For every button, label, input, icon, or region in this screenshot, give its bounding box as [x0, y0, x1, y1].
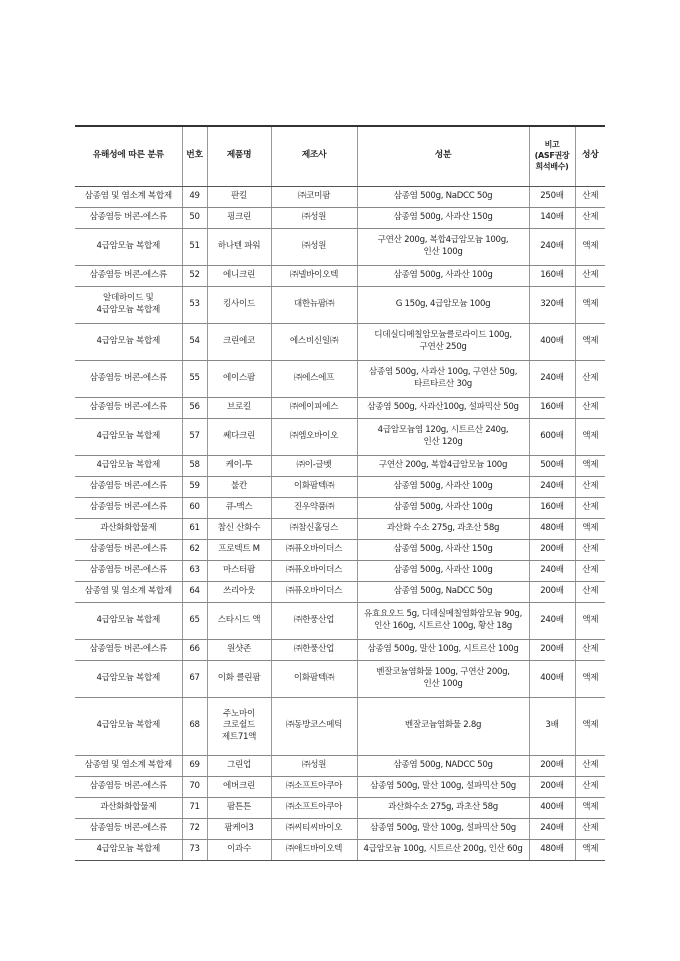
cell-number: 53 — [182, 286, 207, 323]
cell-product: 팜케어3 — [207, 818, 271, 839]
cell-ingredients: 삼종염 500g, 사과산 100g — [357, 560, 529, 581]
cell-dilution-ratio: 240배 — [529, 228, 575, 265]
cell-form: 액제 — [575, 602, 605, 639]
cell-manufacturer: ㈜넬바이오텍 — [271, 265, 357, 286]
cell-number: 68 — [182, 697, 207, 755]
cell-form: 산제 — [575, 497, 605, 518]
table-row — [75, 228, 605, 265]
cell-category: 알데하이드 및 4급암모늄 복합제 — [75, 286, 182, 323]
cell-product: 이화 클린팜 — [207, 660, 271, 697]
cell-form: 액제 — [575, 660, 605, 697]
cell-number: 63 — [182, 560, 207, 581]
cell-category: 4급암모늄 복합제 — [75, 228, 182, 265]
header-note — [529, 126, 575, 186]
cell-ingredients: 4급암모늄 100g, 시트르산 200g, 인산 60g — [357, 839, 529, 860]
cell-category: 삼종염등 버콘-에스류 — [75, 639, 182, 660]
cell-form: 액제 — [575, 797, 605, 818]
table-row — [75, 418, 605, 455]
cell-dilution-ratio: 3배 — [529, 697, 575, 755]
cell-number: 65 — [182, 602, 207, 639]
cell-manufacturer: ㈜소프트아쿠아 — [271, 776, 357, 797]
cell-ingredients: G 150g, 4급암모늄 100g — [357, 286, 529, 323]
cell-form: 산제 — [575, 539, 605, 560]
cell-manufacturer: ㈜동방코스메틱 — [271, 697, 357, 755]
cell-ingredients: 삼종염 500g, 사과산 100g — [357, 265, 529, 286]
cell-manufacturer: ㈜에스에프 — [271, 360, 357, 397]
cell-product: 마스터팜 — [207, 560, 271, 581]
cell-product: 이과수 — [207, 839, 271, 860]
cell-ingredients: 벤잘코늄염화물 100g, 구연산 200g, 인산 100g — [357, 660, 529, 697]
cell-product: 에니크린 — [207, 265, 271, 286]
cell-dilution-ratio: 480배 — [529, 518, 575, 539]
cell-manufacturer: ㈜소프트아쿠아 — [271, 797, 357, 818]
cell-product: 핑크린 — [207, 207, 271, 228]
cell-manufacturer: ㈜코미팜 — [271, 186, 357, 207]
header-form: 성상 — [575, 126, 605, 186]
table-row — [75, 797, 605, 818]
cell-form: 산제 — [575, 776, 605, 797]
cell-category: 4급암모늄 복합제 — [75, 660, 182, 697]
cell-category: 과산화화합물제 — [75, 797, 182, 818]
header-number: 번호 — [182, 126, 207, 186]
cell-ingredients: 삼종염 500g, 사과산 150g — [357, 539, 529, 560]
cell-number: 69 — [182, 755, 207, 776]
cell-manufacturer: ㈜엠오바이오 — [271, 418, 357, 455]
cell-product: 원샷존 — [207, 639, 271, 660]
cell-number: 62 — [182, 539, 207, 560]
table-row — [75, 839, 605, 860]
cell-form: 액제 — [575, 228, 605, 265]
table-row — [75, 755, 605, 776]
table-row — [75, 323, 605, 360]
cell-number: 66 — [182, 639, 207, 660]
header-note-line1: 비고 — [544, 140, 560, 150]
table-row — [75, 560, 605, 581]
cell-manufacturer: ㈜성원 — [271, 207, 357, 228]
cell-product: 프로텍트 M — [207, 539, 271, 560]
table-row — [75, 286, 605, 323]
cell-dilution-ratio: 400배 — [529, 323, 575, 360]
cell-number: 54 — [182, 323, 207, 360]
cell-dilution-ratio: 480배 — [529, 839, 575, 860]
cell-manufacturer: ㈜씨티씨바이오 — [271, 818, 357, 839]
table-row — [75, 397, 605, 418]
cell-dilution-ratio: 140배 — [529, 207, 575, 228]
table-row — [75, 476, 605, 497]
cell-category: 삼종염등 버콘-에스류 — [75, 397, 182, 418]
cell-product: 에버크린 — [207, 776, 271, 797]
cell-ingredients: 삼종염 500g, NaDCC 50g — [357, 581, 529, 602]
cell-dilution-ratio: 500배 — [529, 455, 575, 476]
cell-product: 불칸 — [207, 476, 271, 497]
cell-number: 57 — [182, 418, 207, 455]
cell-category: 4급암모늄 복합제 — [75, 418, 182, 455]
cell-number: 67 — [182, 660, 207, 697]
cell-product: 그린업 — [207, 755, 271, 776]
cell-dilution-ratio: 240배 — [529, 560, 575, 581]
cell-manufacturer: 진우약품㈜ — [271, 497, 357, 518]
cell-ingredients: 삼종염 500g, NADCC 50g — [357, 755, 529, 776]
cell-form: 액제 — [575, 455, 605, 476]
table-body — [75, 186, 605, 860]
cell-ingredients: 삼종염 500g, 사과산 150g — [357, 207, 529, 228]
cell-ingredients: 과산화 수소 275g, 과초산 58g — [357, 518, 529, 539]
table-row — [75, 455, 605, 476]
cell-ingredients: 삼종염 500g, 사과산 100g, 구연산 50g, 타르타르산 30g — [357, 360, 529, 397]
cell-dilution-ratio: 400배 — [529, 797, 575, 818]
cell-manufacturer: ㈜성원 — [271, 755, 357, 776]
cell-dilution-ratio: 600배 — [529, 418, 575, 455]
cell-category: 삼종염등 버콘-에스류 — [75, 207, 182, 228]
cell-category: 삼종염 및 염소계 복합제 — [75, 755, 182, 776]
cell-ingredients: 삼종염 500g, 말산 100g, 설파믹산 50g — [357, 776, 529, 797]
cell-product: 쎄다크린 — [207, 418, 271, 455]
header-manufacturer: 제조사 — [271, 126, 357, 186]
cell-product: 팜튼튼 — [207, 797, 271, 818]
cell-form: 산제 — [575, 360, 605, 397]
table-row — [75, 581, 605, 602]
cell-number: 49 — [182, 186, 207, 207]
cell-form: 산제 — [575, 207, 605, 228]
header-category: 유해성에 따른 분류 — [75, 126, 182, 186]
cell-form: 산제 — [575, 397, 605, 418]
cell-dilution-ratio: 250배 — [529, 186, 575, 207]
cell-dilution-ratio: 240배 — [529, 602, 575, 639]
cell-number: 50 — [182, 207, 207, 228]
cell-number: 56 — [182, 397, 207, 418]
cell-dilution-ratio: 240배 — [529, 818, 575, 839]
cell-form: 액제 — [575, 697, 605, 755]
cell-category: 삼종염 및 염소계 복합제 — [75, 581, 182, 602]
cell-form: 산제 — [575, 186, 605, 207]
cell-ingredients: 과산화수소 275g, 과초산 58g — [357, 797, 529, 818]
cell-category: 삼종염등 버콘-에스류 — [75, 776, 182, 797]
cell-form: 액제 — [575, 518, 605, 539]
table-row — [75, 186, 605, 207]
cell-form: 액제 — [575, 839, 605, 860]
cell-ingredients: 4급암모늄염 120g, 시트르산 240g, 인산 120g — [357, 418, 529, 455]
table-row — [75, 207, 605, 228]
table-row — [75, 602, 605, 639]
cell-form: 산제 — [575, 818, 605, 839]
cell-category: 4급암모늄 복합제 — [75, 697, 182, 755]
table-row — [75, 639, 605, 660]
cell-category: 4급암모늄 복합제 — [75, 323, 182, 360]
cell-category: 4급암모늄 복합제 — [75, 455, 182, 476]
cell-ingredients: 삼종염 500g, 말산 100g, 시트르산 100g — [357, 639, 529, 660]
cell-form: 산제 — [575, 755, 605, 776]
cell-form: 액제 — [575, 286, 605, 323]
cell-dilution-ratio: 160배 — [529, 397, 575, 418]
header-ingredients: 성분 — [357, 126, 529, 186]
cell-ingredients: 유효요오드 5g, 디데실메칠염화암모늄 90g, 인산 160g, 시트르산 100g, 황산 18g — [357, 602, 529, 639]
cell-dilution-ratio: 240배 — [529, 476, 575, 497]
cell-dilution-ratio: 160배 — [529, 497, 575, 518]
table-row — [75, 497, 605, 518]
cell-manufacturer: ㈜퓨오바이더스 — [271, 581, 357, 602]
cell-manufacturer: ㈜퓨오바이더스 — [271, 560, 357, 581]
cell-category: 삼종염등 버콘-에스류 — [75, 818, 182, 839]
cell-product: 하나텐 파워 — [207, 228, 271, 265]
cell-number: 59 — [182, 476, 207, 497]
cell-manufacturer: ㈜한풍산업 — [271, 639, 357, 660]
cell-product: 크린에코 — [207, 323, 271, 360]
cell-product: 스타시드 액 — [207, 602, 271, 639]
cell-manufacturer: ㈜에이피에스 — [271, 397, 357, 418]
cell-dilution-ratio: 200배 — [529, 581, 575, 602]
cell-product: 쓰리아웃 — [207, 581, 271, 602]
cell-product: 큐-맥스 — [207, 497, 271, 518]
cell-dilution-ratio: 200배 — [529, 776, 575, 797]
cell-number: 52 — [182, 265, 207, 286]
cell-category: 삼종염 및 염소계 복합제 — [75, 186, 182, 207]
table-row — [75, 818, 605, 839]
cell-manufacturer: 대한뉴팜㈜ — [271, 286, 357, 323]
table-row — [75, 360, 605, 397]
cell-category: 4급암모늄 복합제 — [75, 839, 182, 860]
table-row — [75, 265, 605, 286]
cell-dilution-ratio: 200배 — [529, 755, 575, 776]
cell-ingredients: 벤잘코늄염화물 2.8g — [357, 697, 529, 755]
cell-ingredients: 삼종염 500g, 사과산 100g — [357, 476, 529, 497]
cell-dilution-ratio: 400배 — [529, 660, 575, 697]
cell-number: 71 — [182, 797, 207, 818]
cell-manufacturer: ㈜한풍산업 — [271, 602, 357, 639]
cell-product: 브로킬 — [207, 397, 271, 418]
cell-category: 삼종염등 버콘-에스류 — [75, 360, 182, 397]
cell-ingredients: 구연산 200g, 복합4급암모늄 100g — [357, 455, 529, 476]
cell-manufacturer: ㈜이-글벳 — [271, 455, 357, 476]
cell-product: 킹사이드 — [207, 286, 271, 323]
cell-number: 70 — [182, 776, 207, 797]
cell-category: 4급암모늄 복합제 — [75, 602, 182, 639]
cell-number: 72 — [182, 818, 207, 839]
cell-ingredients: 삼종염 500g, NaDCC 50g — [357, 186, 529, 207]
cell-dilution-ratio: 240배 — [529, 360, 575, 397]
cell-manufacturer: ㈜성원 — [271, 228, 357, 265]
cell-product: 판킬 — [207, 186, 271, 207]
cell-category: 삼종염등 버콘-에스류 — [75, 497, 182, 518]
table-row — [75, 539, 605, 560]
cell-form: 산제 — [575, 560, 605, 581]
cell-manufacturer: ㈜애드바이오텍 — [271, 839, 357, 860]
header-product: 제품명 — [207, 126, 271, 186]
cell-number: 58 — [182, 455, 207, 476]
cell-number: 60 — [182, 497, 207, 518]
cell-dilution-ratio: 200배 — [529, 639, 575, 660]
table-row — [75, 697, 605, 755]
cell-ingredients: 삼종염 500g, 말산 100g, 설파믹산 50g — [357, 818, 529, 839]
cell-form: 산제 — [575, 476, 605, 497]
cell-form: 액제 — [575, 418, 605, 455]
cell-number: 61 — [182, 518, 207, 539]
cell-form: 산제 — [575, 265, 605, 286]
table-row — [75, 776, 605, 797]
cell-manufacturer: 에스비신일㈜ — [271, 323, 357, 360]
cell-ingredients: 삼종염 500g, 사과산100g, 설파믹산 50g — [357, 397, 529, 418]
cell-product: 에이스팜 — [207, 360, 271, 397]
header-row — [75, 126, 605, 186]
cell-product: 케이-투 — [207, 455, 271, 476]
cell-form: 산제 — [575, 639, 605, 660]
cell-category: 삼종염등 버콘-에스류 — [75, 476, 182, 497]
cell-number: 64 — [182, 581, 207, 602]
cell-manufacturer: 이화팜텍㈜ — [271, 660, 357, 697]
cell-product: 주노마이 크로쉴드 제트71액 — [207, 697, 271, 755]
cell-manufacturer: ㈜참신홀딩스 — [271, 518, 357, 539]
cell-ingredients: 삼종염 500g, 사과산 100g — [357, 497, 529, 518]
cell-category: 삼종염등 버콘-에스류 — [75, 265, 182, 286]
cell-product: 참신 산화수 — [207, 518, 271, 539]
cell-ingredients: 구연산 200g, 복합4급암모늄 100g, 인산 100g — [357, 228, 529, 265]
table-row — [75, 660, 605, 697]
header-note-line3: 희석배수) — [535, 161, 569, 171]
cell-form: 산제 — [575, 581, 605, 602]
cell-form: 액제 — [575, 323, 605, 360]
disinfectant-table — [75, 125, 605, 861]
cell-dilution-ratio: 160배 — [529, 265, 575, 286]
cell-number: 73 — [182, 839, 207, 860]
cell-manufacturer: ㈜퓨오바이더스 — [271, 539, 357, 560]
header-note-line2: (ASF권장 — [534, 150, 570, 160]
cell-category: 과산화화합물제 — [75, 518, 182, 539]
cell-dilution-ratio: 320배 — [529, 286, 575, 323]
table-row — [75, 518, 605, 539]
cell-category: 삼종염등 버콘-에스류 — [75, 560, 182, 581]
cell-dilution-ratio: 200배 — [529, 539, 575, 560]
cell-category: 삼종염등 버콘-에스류 — [75, 539, 182, 560]
cell-number: 51 — [182, 228, 207, 265]
cell-ingredients: 디데실디메칠암모늄클로라이드 100g, 구연산 250g — [357, 323, 529, 360]
cell-manufacturer: 이화팜텍㈜ — [271, 476, 357, 497]
cell-number: 55 — [182, 360, 207, 397]
